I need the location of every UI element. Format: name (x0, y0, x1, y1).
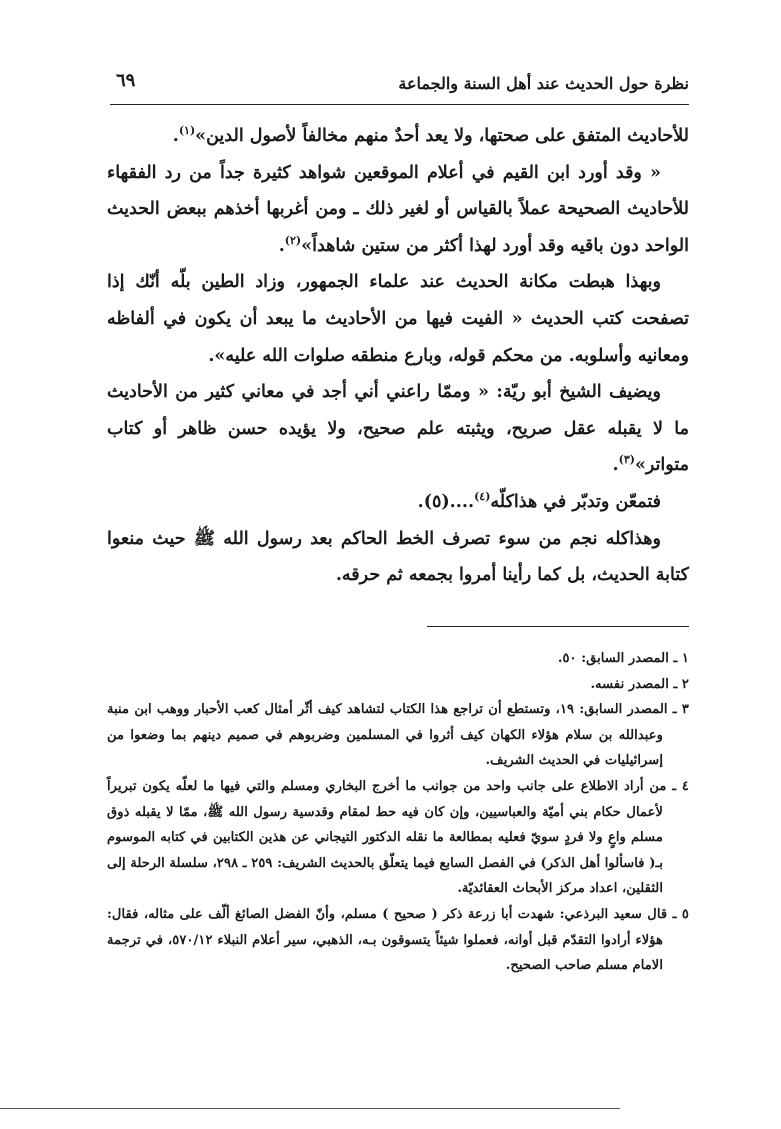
page-number: ٦٩ (116, 70, 136, 91)
footnote-ref: (١) (178, 124, 196, 138)
footnote: ١ ـ المصدر السابق: ٥٠. (557, 651, 689, 666)
paragraph: ويضيف الشيخ أبو ريّة: « وممّا راعني أني أجد في معاني كثير من الأحاديث ما لا يقبله عقل صريح، ويثبته علم صحيح، ولا يؤيده حسن ظاهر أو كتاب متواتر»$^{(٣)}$. (107, 382, 689, 476)
paragraph: وبهذا هبطت مكانة الحديث عند علماء الجمهور، وزاد الطين بلّه أنّك إذا تصفحت كتب الحديث « الفيت فيها من الأحاديث ما يبعد أن يكون في ألفاظه ومعانيه وأسلوبه. من محكم قوله، وبارع منطقه صلوات الله عليه». (107, 272, 689, 366)
footnotes (107, 646, 689, 979)
running-header (110, 70, 689, 105)
footnote: ٢ ـ المصدر نفسه. (590, 676, 689, 692)
paragraph: للأحاديث المتفق على صحتها، ولا يعد أحدٌ منهم مخالفاً لأصول الدين»$^{(١)}$. (172, 124, 689, 146)
footnote-divider (427, 626, 689, 627)
paragraph: وهذاكله نجم من سوء تصرف الخط الحاكم بعد رسول الله ﷺ حيث منعوا كتابة الحديث، بل كما رأينا أمروا بجمعه ثم حرقه. (107, 528, 689, 586)
paragraph: فتمعّن وتدبّر في هذاكلّه$^{(٤)}$....(٥). (417, 490, 661, 512)
footnote: ٤ ـ من أراد الاطلاع على جانب واحد من جوانب ما أخرج البخاري ومسلم والتي فيها ما لعلّه يكون تبريراً لأعمال حكام بني أميّة والعباسيين، وإن كان فيه حط لمقام وقدسية رسول الله ﷺ، ممّا لا يقبله ذوق مسلم واعٍ ولا فردٍ سويّ فعليه بمطالعة ما نقله الدكتور التيجاني عن هذين الكتابين في كتابه الموسوم بـ( فاسألوا أهل الذكر) في الفصل السابع فيما يتعلّق بالحديث الشريف: ٢٥٩ ـ ٢٩٨، سلسلة الرحلة إلى الثقلين، اعداد مركز الأبحاث العقائديّة. (107, 778, 689, 897)
footnote-ref: (٣) (618, 453, 635, 467)
paragraph: « وقد أورد ابن القيم في أعلام الموقعين شواهد كثيرة جداً من رد الفقهاء للأحاديث الصحيحة عملاً بالقياس أو لغير ذلك ـ ومن أغربها أخذهم ببعض الحديث الواحد دون باقيه وقد أورد لهذا أكثر من ستين شاهداً»$^{(٢)}$. (107, 162, 689, 256)
scan-edge-line (0, 1108, 620, 1109)
running-title: نظرة حول الحديث عند أهل السنة والجماعة (398, 74, 689, 93)
footnote: ٥ ـ قال سعيد البرذعي: شهدت أبا زرعة ذكر ( صحيح ) مسلم، وأنّ الفضل الصائغ ألّف على مثاله، فقال: هؤلاء أرادوا التقدّم قبل أوانه، فعملوا شيئاً يتسوقون بـه، الذهبي، سير أعلام النبلاء ٥٧٠/١٢، في ترجمة الامام مسلم صاحب الصحيح. (107, 906, 689, 974)
main-text (107, 118, 689, 594)
footnote-ref: (٢) (284, 233, 302, 247)
footnote-ref: (٤) (474, 490, 491, 504)
footnote: ٣ ـ المصدر السابق: ١٩، وتستطع أن تراجع هذا الكتاب لتشاهد كيف أثّر أمثال كعب الأحبار ووهب ابن منبة وعبدالله بن سلام هؤلاء الكهان كيف أثروا في المسلمين وضربوهم في صميم دينهم بما وضعوا من إسرائيليات في الحديث الشريف. (107, 702, 689, 769)
